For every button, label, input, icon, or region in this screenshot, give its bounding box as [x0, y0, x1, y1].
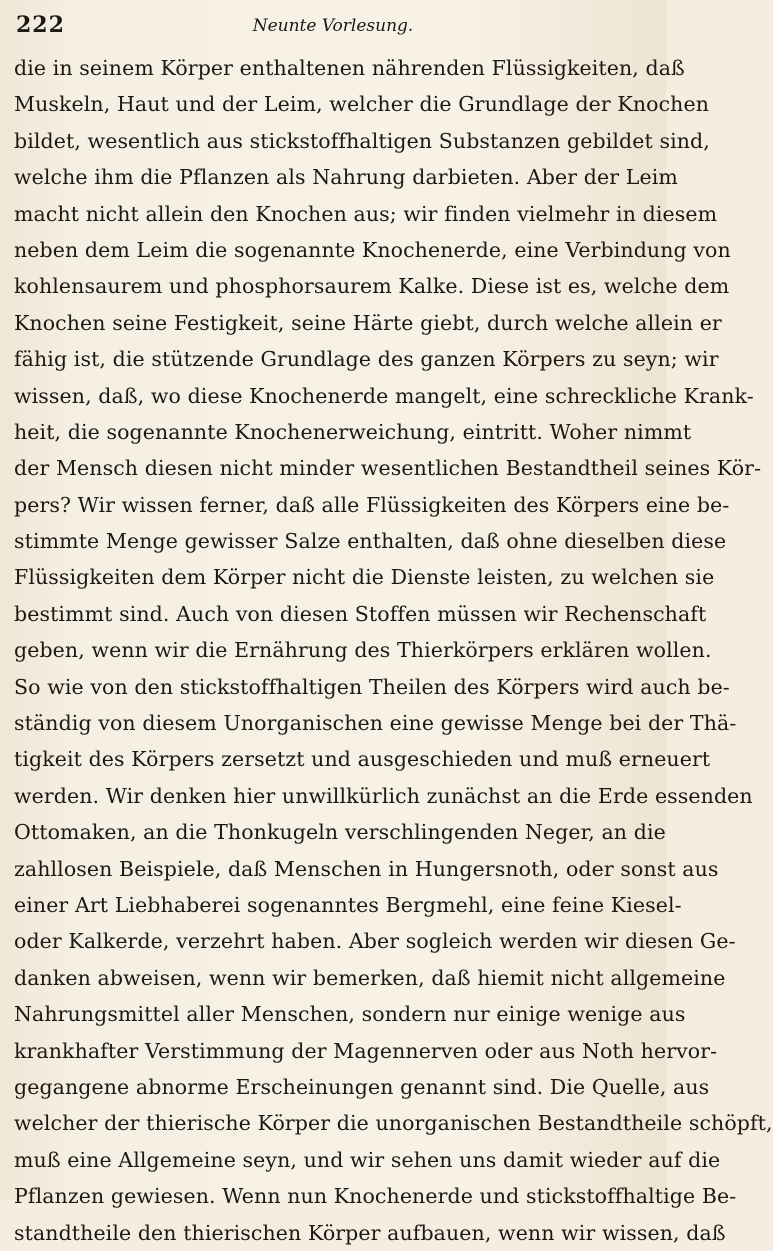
text-line: kohlensaurem und phosphorsaurem Kalke. Diese ist es, welche dem: [14, 274, 730, 299]
text-line: stimmte Menge gewisser Salze enthalten, daß ohne dieselben diese: [14, 529, 727, 554]
text-line: muß eine Allgemeine seyn, und wir sehen uns damit wieder auf die: [14, 1147, 721, 1172]
text-line: Ottomaken, an die Thonkugeln verschlingenden Neger, an die: [14, 820, 666, 845]
text-line: welcher der thierische Körper die unorganischen Bestandtheile schöpft,: [14, 1111, 773, 1136]
text-line: pers? Wir wissen ferner, daß alle Flüssigkeiten des Körpers eine be-: [14, 492, 730, 517]
text-line: wissen, daß, wo diese Knochenerde mangelt, eine schreckliche Krank-: [14, 383, 754, 408]
text-line: Flüssigkeiten dem Körper nicht die Dienste leisten, zu welchen sie: [14, 565, 715, 590]
text-line: danken abweisen, wenn wir bemerken, daß hiemit nicht allgemeine: [14, 965, 726, 990]
text-line: oder Kalkerde, verzehrt haben. Aber sogleich werden wir diesen Ge-: [14, 929, 736, 954]
text-line: werden. Wir denken hier unwillkürlich zunächst an die Erde essenden: [14, 783, 753, 808]
running-head: Neunte Vorlesung.: [252, 16, 414, 36]
text-line: gegangene abnorme Erscheinungen genannt sind. Die Quelle, aus: [14, 1074, 710, 1099]
text-line: Nahrungsmittel aller Menschen, sondern nur einige wenige aus: [14, 1002, 686, 1027]
page-header: [14, 6, 652, 46]
text-line: neben dem Leim die sogenannte Knochenerde, eine Verbindung von: [14, 237, 731, 262]
text-line: Knochen seine Festigkeit, seine Härte giebt, durch welche allein er: [14, 310, 722, 335]
text-line: Muskeln, Haut und der Leim, welcher die Grundlage der Knochen: [14, 92, 710, 117]
text-line: einer Art Liebhaberei sogenanntes Bergmehl, eine feine Kiesel-: [14, 892, 682, 917]
text-line: tigkeit des Körpers zersetzt und ausgeschieden und muß erneuert: [14, 747, 711, 772]
text-line: die in seinem Körper enthaltenen nährenden Flüssigkeiten, daß: [14, 56, 685, 80]
text-line: fähig ist, die stützende Grundlage des ganzen Körpers zu seyn; wir: [14, 347, 719, 372]
text-line: der Mensch diesen nicht minder wesentlichen Bestandtheil seines Kör-: [14, 456, 762, 481]
text-line: heit, die sogenannte Knochenerweichung, eintritt. Woher nimmt: [14, 419, 692, 444]
text-line: macht nicht allein den Knochen aus; wir finden vielmehr in diesem: [14, 201, 718, 226]
text-line: welche ihm die Pflanzen als Nahrung darbieten. Aber der Leim: [14, 165, 678, 190]
text-line: standtheile den thierischen Körper aufbauen, wenn wir wissen, daß: [14, 1220, 726, 1245]
text-line: Pflanzen gewiesen. Wenn nun Knochenerde und stickstoffhaltige Be-: [14, 1184, 737, 1209]
text-line: geben, wenn wir die Ernährung des Thierkörpers erklären wollen.: [14, 638, 712, 663]
text-line: bestimmt sind. Auch von diesen Stoffen müssen wir Rechenschaft: [14, 601, 707, 626]
body-text: [14, 50, 773, 1251]
page-number: 222: [16, 12, 65, 38]
text-line: krankhafter Verstimmung der Magennerven oder aus Noth hervor-: [14, 1038, 718, 1063]
text-line: zahllosen Beispiele, daß Menschen in Hungersnoth, oder sonst aus: [14, 856, 719, 881]
text-line: bildet, wesentlich aus stickstoffhaltigen Substanzen gebildet sind,: [14, 128, 710, 153]
text-line: ständig von diesem Unorganischen eine gewisse Menge bei der Thä-: [14, 711, 737, 736]
text-line: So wie von den stickstoffhaltigen Theilen des Körpers wird auch be-: [14, 674, 730, 699]
